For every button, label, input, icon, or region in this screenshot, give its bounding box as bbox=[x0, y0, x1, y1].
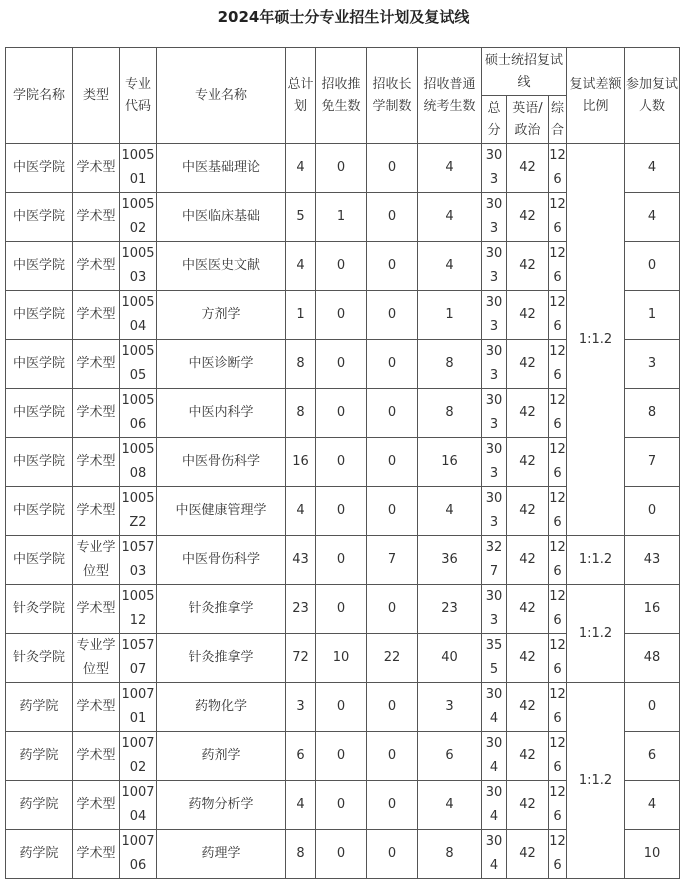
cell-total: 72 bbox=[286, 634, 316, 683]
cell-major: 中医基础理论 bbox=[157, 144, 286, 193]
cell-line-comp: 126 bbox=[549, 242, 567, 291]
header-line-total: 总分 bbox=[482, 96, 507, 144]
cell-participants: 4 bbox=[625, 781, 680, 830]
header-long: 招收长学制数 bbox=[367, 48, 418, 144]
table-row bbox=[6, 536, 680, 585]
cell-college: 针灸学院 bbox=[6, 634, 73, 683]
cell-line-total: 304 bbox=[482, 683, 507, 732]
cell-line-en: 42 bbox=[507, 291, 549, 340]
cell-exempt: 0 bbox=[316, 291, 367, 340]
cell-general: 1 bbox=[418, 291, 482, 340]
cell-total: 3 bbox=[286, 683, 316, 732]
cell-long: 22 bbox=[367, 634, 418, 683]
cell-code: 100702 bbox=[120, 732, 157, 781]
cell-college: 中医学院 bbox=[6, 487, 73, 536]
cell-code: 100706 bbox=[120, 830, 157, 879]
cell-exempt: 0 bbox=[316, 781, 367, 830]
cell-line-total: 304 bbox=[482, 781, 507, 830]
cell-major: 药理学 bbox=[157, 830, 286, 879]
cell-major: 药物分析学 bbox=[157, 781, 286, 830]
cell-general: 8 bbox=[418, 389, 482, 438]
cell-line-en: 42 bbox=[507, 438, 549, 487]
cell-type: 学术型 bbox=[73, 144, 120, 193]
cell-line-en: 42 bbox=[507, 242, 549, 291]
cell-major: 方剂学 bbox=[157, 291, 286, 340]
cell-line-en: 42 bbox=[507, 193, 549, 242]
cell-participants: 1 bbox=[625, 291, 680, 340]
table-row bbox=[6, 683, 680, 732]
header-line-group: 硕士统招复试线 bbox=[482, 48, 567, 96]
cell-type: 专业学位型 bbox=[73, 634, 120, 683]
cell-line-total: 303 bbox=[482, 389, 507, 438]
cell-type: 学术型 bbox=[73, 438, 120, 487]
cell-ratio: 1:1.2 bbox=[567, 536, 625, 585]
cell-major: 针灸推拿学 bbox=[157, 585, 286, 634]
cell-type: 学术型 bbox=[73, 830, 120, 879]
cell-total: 4 bbox=[286, 487, 316, 536]
cell-college: 中医学院 bbox=[6, 144, 73, 193]
cell-code: 100506 bbox=[120, 389, 157, 438]
header-total: 总计划 bbox=[286, 48, 316, 144]
cell-total: 23 bbox=[286, 585, 316, 634]
cell-line-en: 42 bbox=[507, 536, 549, 585]
cell-line-comp: 126 bbox=[549, 781, 567, 830]
cell-line-comp: 126 bbox=[549, 585, 567, 634]
cell-line-en: 42 bbox=[507, 683, 549, 732]
cell-participants: 10 bbox=[625, 830, 680, 879]
cell-participants: 0 bbox=[625, 242, 680, 291]
cell-line-en: 42 bbox=[507, 487, 549, 536]
cell-participants: 4 bbox=[625, 144, 680, 193]
cell-total: 8 bbox=[286, 340, 316, 389]
cell-line-total: 303 bbox=[482, 487, 507, 536]
header-ratio: 复试差额比例 bbox=[567, 48, 625, 144]
cell-exempt: 1 bbox=[316, 193, 367, 242]
cell-line-total: 304 bbox=[482, 732, 507, 781]
cell-code: 100512 bbox=[120, 585, 157, 634]
cell-code: 100504 bbox=[120, 291, 157, 340]
cell-long: 0 bbox=[367, 781, 418, 830]
cell-exempt: 0 bbox=[316, 242, 367, 291]
cell-college: 药学院 bbox=[6, 683, 73, 732]
header-participants: 参加复试人数 bbox=[625, 48, 680, 144]
cell-total: 8 bbox=[286, 389, 316, 438]
cell-line-en: 42 bbox=[507, 144, 549, 193]
cell-exempt: 0 bbox=[316, 536, 367, 585]
cell-ratio: 1:1.2 bbox=[567, 585, 625, 683]
cell-type: 学术型 bbox=[73, 193, 120, 242]
cell-total: 43 bbox=[286, 536, 316, 585]
cell-major: 中医诊断学 bbox=[157, 340, 286, 389]
cell-line-comp: 126 bbox=[549, 732, 567, 781]
cell-code: 100501 bbox=[120, 144, 157, 193]
cell-ratio: 1:1.2 bbox=[567, 683, 625, 879]
cell-general: 23 bbox=[418, 585, 482, 634]
cell-total: 4 bbox=[286, 781, 316, 830]
cell-long: 0 bbox=[367, 585, 418, 634]
cell-participants: 7 bbox=[625, 438, 680, 487]
cell-college: 中医学院 bbox=[6, 389, 73, 438]
header-major: 专业名称 bbox=[157, 48, 286, 144]
cell-general: 4 bbox=[418, 193, 482, 242]
cell-participants: 48 bbox=[625, 634, 680, 683]
header-college: 学院名称 bbox=[6, 48, 73, 144]
cell-participants: 0 bbox=[625, 683, 680, 732]
header-line-english-politics: 英语/政治 bbox=[507, 96, 549, 144]
cell-line-total: 303 bbox=[482, 144, 507, 193]
cell-college: 中医学院 bbox=[6, 438, 73, 487]
cell-code: 100502 bbox=[120, 193, 157, 242]
cell-long: 0 bbox=[367, 193, 418, 242]
cell-line-comp: 126 bbox=[549, 291, 567, 340]
page-title: 2024年硕士分专业招生计划及复试线 bbox=[217, 8, 470, 26]
cell-line-en: 42 bbox=[507, 340, 549, 389]
cell-code: 100508 bbox=[120, 438, 157, 487]
cell-line-comp: 126 bbox=[549, 634, 567, 683]
cell-line-comp: 126 bbox=[549, 144, 567, 193]
cell-exempt: 0 bbox=[316, 683, 367, 732]
header-general: 招收普通统考生数 bbox=[418, 48, 482, 144]
cell-general: 6 bbox=[418, 732, 482, 781]
cell-line-comp: 126 bbox=[549, 438, 567, 487]
cell-line-comp: 126 bbox=[549, 487, 567, 536]
cell-type: 学术型 bbox=[73, 291, 120, 340]
cell-ratio: 1:1.2 bbox=[567, 144, 625, 536]
cell-college: 药学院 bbox=[6, 830, 73, 879]
cell-exempt: 0 bbox=[316, 732, 367, 781]
cell-long: 0 bbox=[367, 389, 418, 438]
cell-college: 药学院 bbox=[6, 732, 73, 781]
cell-line-en: 42 bbox=[507, 634, 549, 683]
cell-long: 0 bbox=[367, 830, 418, 879]
cell-type: 学术型 bbox=[73, 487, 120, 536]
cell-line-comp: 126 bbox=[549, 683, 567, 732]
cell-line-total: 355 bbox=[482, 634, 507, 683]
cell-general: 4 bbox=[418, 487, 482, 536]
table-row bbox=[6, 585, 680, 634]
cell-code: 100701 bbox=[120, 683, 157, 732]
cell-line-comp: 126 bbox=[549, 536, 567, 585]
header-exempt: 招收推免生数 bbox=[316, 48, 367, 144]
cell-exempt: 0 bbox=[316, 389, 367, 438]
header-type: 类型 bbox=[73, 48, 120, 144]
cell-participants: 8 bbox=[625, 389, 680, 438]
cell-type: 专业学位型 bbox=[73, 536, 120, 585]
cell-line-comp: 126 bbox=[549, 340, 567, 389]
cell-exempt: 0 bbox=[316, 438, 367, 487]
cell-line-en: 42 bbox=[507, 781, 549, 830]
cell-long: 0 bbox=[367, 242, 418, 291]
cell-long: 0 bbox=[367, 144, 418, 193]
cell-code: 100704 bbox=[120, 781, 157, 830]
cell-line-total: 303 bbox=[482, 242, 507, 291]
cell-general: 36 bbox=[418, 536, 482, 585]
cell-college: 中医学院 bbox=[6, 291, 73, 340]
table-row bbox=[6, 144, 680, 193]
cell-college: 针灸学院 bbox=[6, 585, 73, 634]
cell-exempt: 0 bbox=[316, 830, 367, 879]
cell-line-comp: 126 bbox=[549, 389, 567, 438]
cell-type: 学术型 bbox=[73, 389, 120, 438]
cell-line-en: 42 bbox=[507, 830, 549, 879]
cell-major: 药物化学 bbox=[157, 683, 286, 732]
cell-total: 4 bbox=[286, 242, 316, 291]
cell-total: 1 bbox=[286, 291, 316, 340]
cell-general: 8 bbox=[418, 830, 482, 879]
cell-general: 4 bbox=[418, 781, 482, 830]
cell-exempt: 0 bbox=[316, 340, 367, 389]
cell-participants: 3 bbox=[625, 340, 680, 389]
cell-general: 3 bbox=[418, 683, 482, 732]
cell-participants: 0 bbox=[625, 487, 680, 536]
cell-exempt: 10 bbox=[316, 634, 367, 683]
cell-participants: 6 bbox=[625, 732, 680, 781]
cell-college: 药学院 bbox=[6, 781, 73, 830]
cell-total: 8 bbox=[286, 830, 316, 879]
cell-long: 0 bbox=[367, 340, 418, 389]
cell-type: 学术型 bbox=[73, 340, 120, 389]
cell-type: 学术型 bbox=[73, 732, 120, 781]
cell-line-total: 303 bbox=[482, 340, 507, 389]
cell-type: 学术型 bbox=[73, 683, 120, 732]
cell-line-comp: 126 bbox=[549, 193, 567, 242]
cell-line-total: 303 bbox=[482, 585, 507, 634]
cell-line-en: 42 bbox=[507, 389, 549, 438]
cell-type: 学术型 bbox=[73, 781, 120, 830]
cell-general: 8 bbox=[418, 340, 482, 389]
cell-long: 0 bbox=[367, 487, 418, 536]
cell-code: 105703 bbox=[120, 536, 157, 585]
cell-major: 针灸推拿学 bbox=[157, 634, 286, 683]
cell-line-en: 42 bbox=[507, 732, 549, 781]
cell-long: 0 bbox=[367, 732, 418, 781]
admission-table bbox=[5, 47, 680, 879]
cell-line-total: 303 bbox=[482, 193, 507, 242]
cell-major: 药剂学 bbox=[157, 732, 286, 781]
cell-total: 6 bbox=[286, 732, 316, 781]
cell-code: 1005Z2 bbox=[120, 487, 157, 536]
cell-exempt: 0 bbox=[316, 585, 367, 634]
cell-college: 中医学院 bbox=[6, 536, 73, 585]
cell-total: 16 bbox=[286, 438, 316, 487]
cell-type: 学术型 bbox=[73, 585, 120, 634]
cell-college: 中医学院 bbox=[6, 193, 73, 242]
cell-general: 16 bbox=[418, 438, 482, 487]
cell-college: 中医学院 bbox=[6, 340, 73, 389]
cell-general: 40 bbox=[418, 634, 482, 683]
cell-college: 中医学院 bbox=[6, 242, 73, 291]
cell-code: 105707 bbox=[120, 634, 157, 683]
cell-major: 中医骨伤科学 bbox=[157, 536, 286, 585]
cell-major: 中医健康管理学 bbox=[157, 487, 286, 536]
cell-code: 100505 bbox=[120, 340, 157, 389]
cell-participants: 4 bbox=[625, 193, 680, 242]
cell-long: 0 bbox=[367, 291, 418, 340]
header-line-comprehensive: 综合 bbox=[549, 96, 567, 144]
cell-major: 中医临床基础 bbox=[157, 193, 286, 242]
header-code: 专业代码 bbox=[120, 48, 157, 144]
cell-exempt: 0 bbox=[316, 144, 367, 193]
cell-total: 4 bbox=[286, 144, 316, 193]
cell-exempt: 0 bbox=[316, 487, 367, 536]
cell-line-total: 303 bbox=[482, 291, 507, 340]
cell-line-comp: 126 bbox=[549, 830, 567, 879]
cell-line-total: 303 bbox=[482, 438, 507, 487]
cell-general: 4 bbox=[418, 144, 482, 193]
cell-total: 5 bbox=[286, 193, 316, 242]
cell-major: 中医内科学 bbox=[157, 389, 286, 438]
cell-line-en: 42 bbox=[507, 585, 549, 634]
cell-type: 学术型 bbox=[73, 242, 120, 291]
cell-long: 0 bbox=[367, 438, 418, 487]
cell-long: 0 bbox=[367, 683, 418, 732]
cell-line-total: 304 bbox=[482, 830, 507, 879]
cell-general: 4 bbox=[418, 242, 482, 291]
cell-participants: 16 bbox=[625, 585, 680, 634]
cell-code: 100503 bbox=[120, 242, 157, 291]
cell-long: 7 bbox=[367, 536, 418, 585]
cell-line-total: 327 bbox=[482, 536, 507, 585]
cell-participants: 43 bbox=[625, 536, 680, 585]
cell-major: 中医骨伤科学 bbox=[157, 438, 286, 487]
cell-major: 中医医史文献 bbox=[157, 242, 286, 291]
